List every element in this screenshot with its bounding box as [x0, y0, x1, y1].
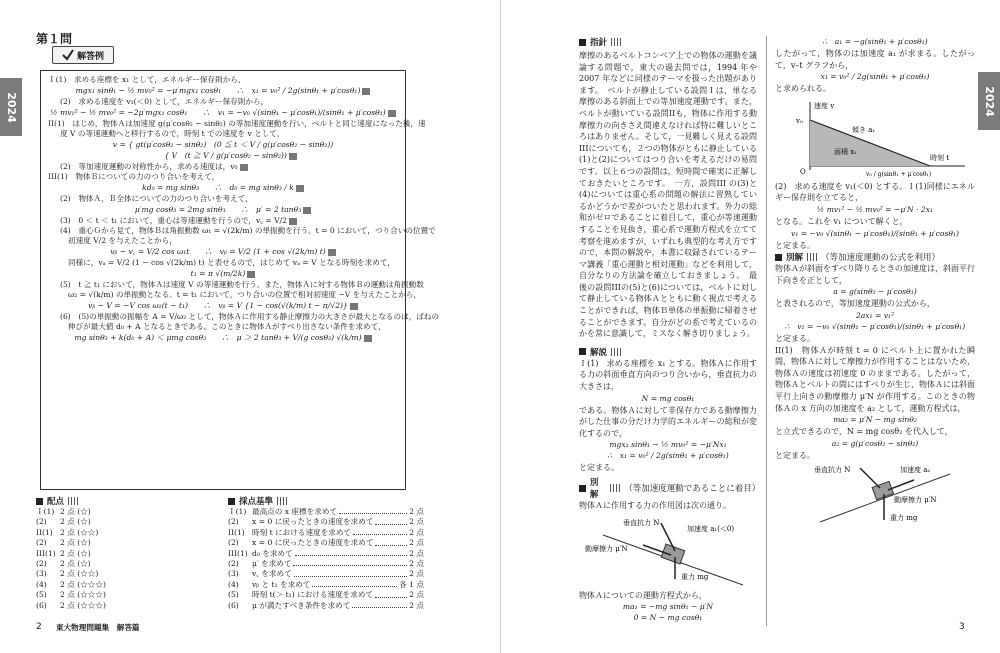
square-bullet-icon	[36, 498, 43, 505]
criteria-item-number: (4)	[228, 579, 239, 589]
score-row	[36, 538, 216, 548]
score-points: 2 点 (☆)	[60, 548, 91, 558]
answer-badge: 解答例	[52, 46, 114, 64]
score-points: 2 点 (☆)	[60, 538, 91, 548]
answer-equation: μ′mg cosθ₃ = 2mg sinθ₃ ∴ μ′ = 2 tanθ₃	[48, 205, 398, 215]
score-row	[36, 528, 216, 538]
bars-icon	[611, 38, 621, 46]
year-tab-left: 2024	[0, 78, 22, 136]
fig2-label: 垂直抗力 N	[814, 466, 851, 475]
explain-text: である。物体Ａに対して非保存力である動摩擦力がした仕事の分だけ力学的エネルギーの総和が変化するので，	[579, 405, 757, 438]
answer-line: ω₂ = √(k/m) の単振動となる。t = t₁ において，つり合いの位置で相対初速度 −V を与えたことから，	[68, 290, 422, 299]
answer-line: (2) 物体Ａ，Ｂ全体についての力のつり合いを考えて，	[60, 194, 253, 203]
score-item-number: (6)	[36, 600, 47, 610]
criteria-points: 2 点	[409, 600, 424, 610]
answer-equation: vᵦ − V = −V cos ω₂(t − t₁) ∴ vᵦ = V {1 − cos(√(k/m) t − π/√2)}	[48, 301, 398, 311]
answer-line: 伸びが最大値 d₀ + A となるときである。このときに物体Ａがすべり出さない条件を求めて，	[68, 322, 386, 331]
answer-line: 度 V の等速運動へと移行するので，時刻 t での速度を v として，	[60, 129, 285, 138]
criteria-list	[228, 507, 424, 611]
graph-label: 傾き a₁	[852, 125, 876, 134]
fig2-label: 動摩擦力 μ′N	[894, 496, 937, 505]
answer-line: 初速度 V/2 を与えたことから，	[68, 236, 177, 245]
problem-title: 第１問	[36, 32, 73, 46]
leader-dots	[375, 590, 407, 597]
colb-text: したがって，物体のは加速度 a₁ が求まる。したがって，v–t グラフから，	[775, 49, 975, 70]
leader-dots	[352, 601, 407, 608]
page-number-left: 2	[36, 622, 42, 632]
score-row	[36, 590, 216, 600]
score-item-number: III(1)	[36, 548, 56, 558]
score-list	[36, 507, 216, 611]
graph-label: 時刻 t	[930, 153, 950, 162]
criteria-header: 採点基準	[228, 495, 424, 507]
bars-icon	[807, 253, 817, 261]
colb-text: II(1) 物体Ａが時刻 t = 0 にベルト上に置かれた瞬間，物体Ａに対して摩擦力が作用することはないため，物体Ａの速度は初速度 0 のままである。したがって，物体Ａとベルトの間にはすべりが生じ，物体Ａには斜面平行上向きの動摩擦力 μ′N が作用する。このときの物体Ａの x 方向の加速度を a₂ として，運動方程式は，	[775, 345, 975, 413]
score-row	[36, 559, 216, 569]
criteria-points: 2 点	[409, 527, 424, 537]
right-column-right	[775, 36, 975, 527]
fig1-label: 加速度 a₁(＜0)	[687, 524, 735, 533]
explain-equation: ∴ x₁ = v₀² / 2g(sinθ₁ + μ′cosθ₁)	[607, 451, 729, 461]
criteria-item-number: (6)	[228, 600, 239, 610]
alt-header-2: 別解 （等加速度運動の公式を利用）	[775, 251, 975, 263]
force-diagram-2	[790, 464, 960, 524]
answer-marker-icon	[289, 153, 297, 160]
score-row	[36, 517, 216, 527]
leader-dots	[294, 569, 407, 576]
criteria-description: x = 0 に戻ったときの速度を求めて	[252, 517, 374, 527]
score-points: 2 点 (☆)	[60, 517, 91, 527]
explain-text: Ｉ(1) 求める座標を x₁ とする。物体Ａに作用する力の斜面垂直方向のつり合いから，垂直抗力の大きさは，	[579, 358, 757, 392]
criteria-row	[228, 601, 424, 611]
criteria-description: 時刻 t(＞ t₁) における速度を求めて	[252, 590, 374, 600]
answer-line: (2) 等加速度運動の対称性から，求める速度は，v₀	[60, 162, 398, 172]
colb-equation: 2ax₁ = v₁²	[855, 310, 895, 320]
colb-equation: ∴ v₁ = −v₀ √(sinθ₁ − μ′cosθ₁)/(sinθ₁ + μ′cosθ₁)	[784, 321, 966, 331]
answer-line: Ｉ(1) 求める座標を x₁ として，エネルギー保存則から，	[48, 75, 246, 84]
answer-equation: mgx₁ sinθ₁ − ½ mv₀² = −μ′mgx₁ cosθ₁ ∴ x₁ = v₀² / 2g(sinθ₁ + μ′cosθ₁)	[48, 86, 398, 96]
colb-text: と表されるので，等加速度運動の公式から，	[775, 299, 935, 309]
fig1-label: 垂直抗力 N	[623, 518, 660, 527]
criteria-points: 2 点	[409, 590, 424, 600]
colb-equation: ma₂ = μ′N − mg sinθ₂	[833, 415, 917, 425]
answer-line: (4) 重心Ｇから見て，物体Ｂは角振動数 ω₁ = √(2k/m) の単振動を行う。t = 0 において，つり合いの位置で	[60, 226, 436, 235]
criteria-description: d₀ を求めて	[252, 548, 293, 558]
score-points: 2 点 (☆)	[60, 559, 91, 569]
answer-marker-icon	[328, 249, 336, 256]
answer-marker-icon	[289, 218, 297, 225]
answer-marker-icon	[362, 88, 370, 95]
score-item-number: (3)	[36, 569, 47, 579]
criteria-points: 2 点	[409, 548, 424, 558]
square-bullet-icon	[579, 348, 586, 355]
criteria-row	[228, 569, 424, 579]
answer-equation: ½ mv₁² − ½ mv₀² = −2μ′mgx₁ cosθ₁ ∴ v₁ = −v₀ √(sinθ₁ − μ′cosθ₁)/(sinθ₁ + μ′cosθ₁)	[48, 108, 398, 118]
criteria-item-number: Ｉ(1)	[228, 507, 247, 516]
alt-text: 物体Ａに作用する力の作用図は次の通り。	[579, 501, 731, 510]
answer-marker-icon	[388, 110, 396, 117]
answer-marker-icon	[247, 271, 255, 278]
leader-dots	[353, 528, 407, 535]
criteria-item-number: (2)	[228, 517, 239, 527]
colb-equation: a₂ = g(μ′cosθ₂ − sinθ₂)	[831, 438, 919, 448]
column-divider	[766, 36, 767, 626]
answer-equation: t₁ = π √(m/2k)	[48, 269, 398, 279]
colb-equation: ½ mv₁² − ½ mv₀² = −μ′N · 2x₁	[816, 204, 934, 214]
graph-label: v₀ / g(sinθ₁ + μ′cosθ₁)	[866, 170, 932, 178]
page-number-right: 3	[959, 622, 965, 632]
score-item-number: (4)	[36, 579, 47, 589]
colb-text: となる。これを v₁ について解くと，	[775, 216, 908, 226]
colb-text: と立式できるので，N = mg cosθ₂ を代入して，	[775, 427, 953, 437]
square-bullet-icon	[775, 254, 782, 261]
answer-marker-icon	[364, 335, 372, 342]
score-row	[36, 507, 216, 517]
colb-text: (2) 求める速度を v₁(＜0) とする。Ｉ(1)同様にエネルギー保存則を立てると，	[775, 181, 975, 203]
colb-text: と求められる。	[775, 84, 831, 94]
criteria-points: 各 1 点	[399, 579, 424, 589]
guide-text: 摩擦のあるベルトコンベア上での物体の運動を議論する問題で，東大の過去問では，1994 年や 2007 年などに同様のテーマを扱った出題があります。 ベルトが静止している設問Ｉは，単なる摩擦のある斜面上での等加速度運動です。また，ベルトが動いている設問IIも，物体に作用する動摩擦力の向きさえ間違えなければ特に難しいところはありません。そして，一見難しく見える設問IIIについても，２つの物体がともに静止している(1)と(2)についてはつり合いを考えるだけの易問です。以上６つの設問は，短時間で確実に正解しておきたいところです。 一方，設問III の(3)と(4)については重心系の問題の解法に習熟しているかどうかで差がついたと思われます。外力の総和がゼロであることに着目して，重心が等速運動することを見抜き，重心系で運動方程式を立てて考察を進めますが，いずれも典型的な考え方ですので，本問の解説や，本書に収録されているテーマ講義「重心運動と相対運動」などを利用して，自分なりの方法論を確立しておきましょう。 最後の設問IIIの(5)と(6)については，ベルトに対して静止している物体Ａとともに動く視点で考えることができれば，物体Ｂ単体の単振動に帰着させることができます。自分がどの系で考えているのかを常に意識して，ミスなく解き切りましょう。	[579, 51, 757, 339]
criteria-points: 2 点	[409, 559, 424, 569]
colb-text: と定まる。	[775, 240, 815, 250]
leader-dots	[375, 517, 407, 524]
criteria-item-number: III(1)	[228, 548, 248, 558]
bars-icon	[277, 497, 287, 505]
score-points: 2 点 (☆☆)	[60, 569, 99, 579]
criteria-description: 最高点の x 座標を求めて	[252, 507, 338, 516]
score-item-number: (5)	[36, 590, 47, 600]
criteria-points: 2 点	[409, 569, 424, 579]
square-bullet-icon	[579, 39, 586, 46]
score-points: 2 点 (☆☆☆)	[60, 590, 106, 600]
criteria-item-number: II(1)	[228, 527, 245, 537]
criteria-description: vᵦ と t₁ を求めて	[252, 579, 311, 589]
criteria-row	[228, 517, 424, 527]
answer-marker-icon	[350, 303, 358, 310]
score-item-number: II(1)	[36, 527, 53, 537]
answer-line: (3) 0 ＜ t ＜ t₁ において，重心は等速運動を行うので，v꜀ = V/2	[60, 216, 398, 226]
explain-equation: mgx₁ sinθ₁ − ½ mv₀² = −μ′Nx₁	[609, 440, 727, 450]
answer-marker-icon	[296, 185, 304, 192]
score-row	[36, 569, 216, 579]
answer-equation: v = { gt(μ′cosθ₂ − sinθ₂) (0 ≦ t ＜ V / g(μ′cosθ₂ − sinθ₂))	[112, 140, 334, 149]
criteria-points: 2 点	[409, 507, 424, 516]
criteria-row	[228, 559, 424, 569]
answer-marker-icon	[240, 164, 248, 171]
criteria-row	[228, 580, 424, 590]
answer-line: (2) 求める速度を v₁(＜0) として，エネルギー保存則から，	[60, 97, 269, 106]
criteria-description: 時刻 t における速度を求めて	[252, 527, 352, 537]
score-item-number: (2)	[36, 517, 47, 527]
score-row	[36, 580, 216, 590]
right-column-left	[579, 36, 761, 624]
criteria-description: x = 0 に戻ったときの速度を求めて	[252, 538, 374, 548]
vt-graph	[780, 98, 970, 178]
square-bullet-icon	[579, 485, 586, 492]
check-icon	[62, 49, 74, 61]
score-item-number: Ｉ(1)	[36, 507, 55, 516]
leader-dots	[312, 580, 397, 587]
criteria-description: v꜀ を求めて	[252, 569, 292, 579]
answer-equation: vᵦ − v꜀ = V/2 cos ω₁t ∴ vᵦ = V/2 (1 + cos √(2k/m) t)	[48, 247, 398, 257]
explain-equation: N = mg cosθ₁	[641, 393, 695, 403]
criteria-item-number: (2)	[228, 538, 239, 548]
alt-equation: ma₁ = −mg sinθ₁ − μ′N	[622, 602, 714, 612]
graph-label: v₀	[796, 116, 803, 125]
colb-equation: ∴ a₁ = −g(sinθ₁ + μ′cosθ₁)	[822, 37, 928, 46]
colb-text: 物体Ａが斜面をすべり降りるときの加速度は，斜面平行下向きを正として，	[775, 264, 975, 285]
criteria-item-number: (3)	[228, 569, 239, 579]
answer-box	[40, 70, 440, 490]
answer-line: 同様に，vₐ = V/2 (1 − cos √(2k/m) t) と表せるので，はじめて vₐ = V となる時刻を求めて，	[68, 258, 395, 267]
answer-line: (6) (5)の単振動の振幅を A = V/ω₂ として，物体Ａに作用する静止摩擦力の大きさが最大となるのは，ばねの	[60, 312, 440, 321]
leader-dots	[375, 538, 407, 545]
answer-line: (5) t ≧ t₁ において，物体Ａは速度 V の等速運動を行う。また，物体Ａに対する物体Ｂの運動は角振動数	[60, 280, 424, 289]
leader-dots	[293, 559, 407, 566]
normal-force-arrow	[860, 468, 880, 488]
score-row	[36, 601, 216, 611]
square-bullet-icon	[228, 498, 235, 505]
guide-header: 指針	[579, 36, 757, 48]
footer-title: 東大物理問題集 解答篇	[56, 623, 140, 632]
bars-icon	[611, 348, 621, 356]
answer-equation: mg sinθ₃ + k(d₀ + A) ＜ μmg cosθ₃ ∴ μ ＞ 2 tanθ₃ + V/(g cosθ₃) √(k/m)	[48, 333, 398, 343]
criteria-description: μ′ を求めて	[252, 559, 292, 569]
score-box	[36, 495, 216, 611]
criteria-points: 2 点	[409, 538, 424, 548]
fig1-label: 動摩擦力 μ′N	[585, 544, 628, 553]
score-points: 2 点 (☆☆☆)	[60, 600, 106, 610]
score-row	[36, 549, 216, 559]
answer-equation: { V (t ≧ V / g(μ′cosθ₂ − sinθ₂))	[48, 151, 398, 161]
answer-line: III(1) 物体Ｂについての力のつり合いを考えて，	[48, 172, 220, 181]
right-page	[500, 0, 1000, 653]
alt-equation: 0 = N − mg cosθ₁	[633, 613, 703, 623]
score-header: 配点	[36, 495, 216, 507]
criteria-row	[228, 528, 424, 538]
graph-label: O	[800, 167, 806, 176]
criteria-row	[228, 538, 424, 548]
graph-label: 速度 v	[814, 101, 835, 110]
explain-header: 解説	[579, 346, 757, 358]
leader-dots	[339, 507, 407, 514]
colb-text: と定まる。	[775, 450, 815, 460]
fig1-label: 重力 mg	[681, 572, 709, 581]
criteria-row	[228, 507, 424, 517]
score-item-number: (2)	[36, 559, 47, 569]
criteria-item-number: (2)	[228, 559, 239, 569]
score-item-number: (2)	[36, 538, 47, 548]
fig2-label: 加速度 a₂	[900, 466, 931, 475]
criteria-item-number: (5)	[228, 590, 239, 600]
colb-equation: a = g(sinθ₁ − μ′cosθ₁)	[833, 287, 917, 297]
answer-marker-icon	[303, 207, 311, 214]
criteria-box	[228, 495, 424, 611]
colb-equation: x₁ = v₀² / 2g(sinθ₁ + μ′cosθ₁)	[820, 72, 930, 82]
fig2-label: 重力 mg	[890, 514, 918, 523]
colb-text: と定まる。	[775, 333, 815, 343]
explain-text: と定まる。	[579, 463, 619, 473]
year-tab-right: 2024	[978, 72, 1000, 130]
colb-equation: v₁ = −v₀ √(sinθ₁ − μ′cosθ₁)/(sinθ₁ + μ′cosθ₁)	[791, 228, 959, 238]
graph-label: 面積 x₁	[834, 147, 857, 156]
force-diagram-1	[583, 515, 753, 587]
criteria-row	[228, 549, 424, 559]
alt-header-1: 別解 （等加速度運動であることに着目）	[579, 476, 757, 500]
leader-dots	[295, 549, 407, 556]
score-points: 2 点 (☆)	[60, 507, 91, 516]
criteria-row	[228, 590, 424, 600]
answer-equation: kd₀ = mg sinθ₃ ∴ d₀ = mg sinθ₃ / k	[48, 183, 398, 193]
answer-line: II(1) はじめ，物体Ａは加速度 g(μ′cosθ₂ − sinθ₂) の等加速度運動を行い，ベルトと同じ速度になった後，速	[48, 119, 426, 128]
bars-icon	[68, 497, 78, 505]
bars-icon	[610, 484, 620, 492]
criteria-description: μ が満たすべき条件を求めて	[252, 600, 351, 610]
score-points: 2 点 (☆☆)	[60, 527, 99, 537]
alt-text: 物体Ａについての運動方程式から，	[579, 590, 707, 600]
criteria-points: 2 点	[409, 517, 424, 527]
score-points: 2 点 (☆☆☆)	[60, 579, 106, 589]
